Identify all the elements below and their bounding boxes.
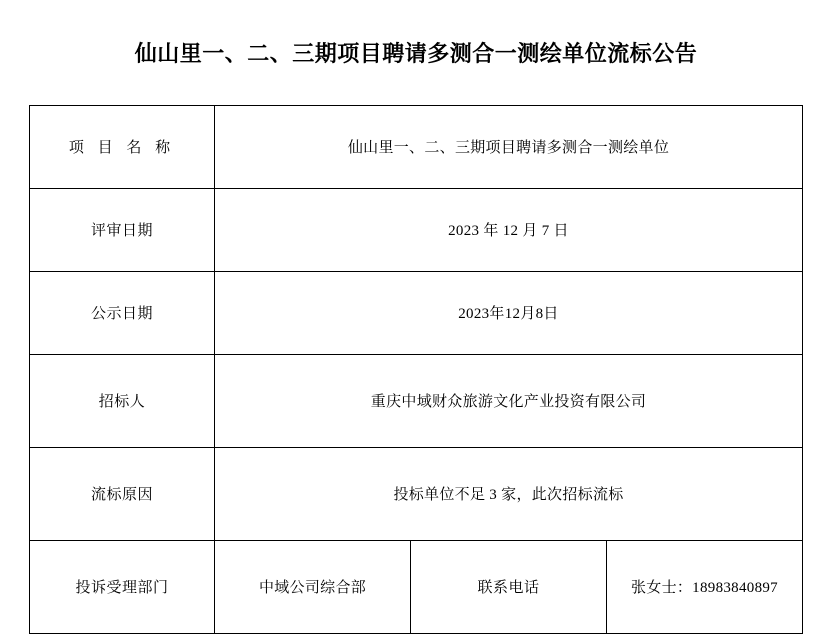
announcement-info-table xyxy=(29,105,803,634)
table-row xyxy=(30,188,803,271)
table-row xyxy=(30,271,803,354)
row-label-project-name: 项 目 名 称 xyxy=(30,105,215,188)
info-table-container xyxy=(29,69,803,634)
row-value-tenderer: 重庆中域财众旅游文化产业投资有限公司 xyxy=(215,354,803,447)
row-value-complaint-department: 中域公司综合部 xyxy=(215,540,411,633)
row-label-publish-date: 公示日期 xyxy=(30,271,215,354)
row-value-contact-phone: 张女士：18983840897 xyxy=(607,540,803,633)
row-label-contact-phone: 联系电话 xyxy=(411,540,607,633)
row-label-review-date: 评审日期 xyxy=(30,188,215,271)
table-row xyxy=(30,540,803,633)
row-label-tenderer: 招标人 xyxy=(30,354,215,447)
row-value-publish-date: 2023年12月8日 xyxy=(215,271,803,354)
row-label-complaint-department: 投诉受理部门 xyxy=(30,540,215,633)
table-row xyxy=(30,447,803,540)
table-row xyxy=(30,354,803,447)
table-row xyxy=(30,105,803,188)
row-value-project-name: 仙山里一、二、三期项目聘请多测合一测绘单位 xyxy=(215,105,803,188)
row-value-review-date: 2023 年 12 月 7 日 xyxy=(215,188,803,271)
row-value-failure-reason: 投标单位不足 3 家，此次招标流标 xyxy=(215,447,803,540)
page-title: 仙山里一、二、三期项目聘请多测合一测绘单位流标公告 xyxy=(134,41,698,66)
row-label-failure-reason: 流标原因 xyxy=(30,447,215,540)
